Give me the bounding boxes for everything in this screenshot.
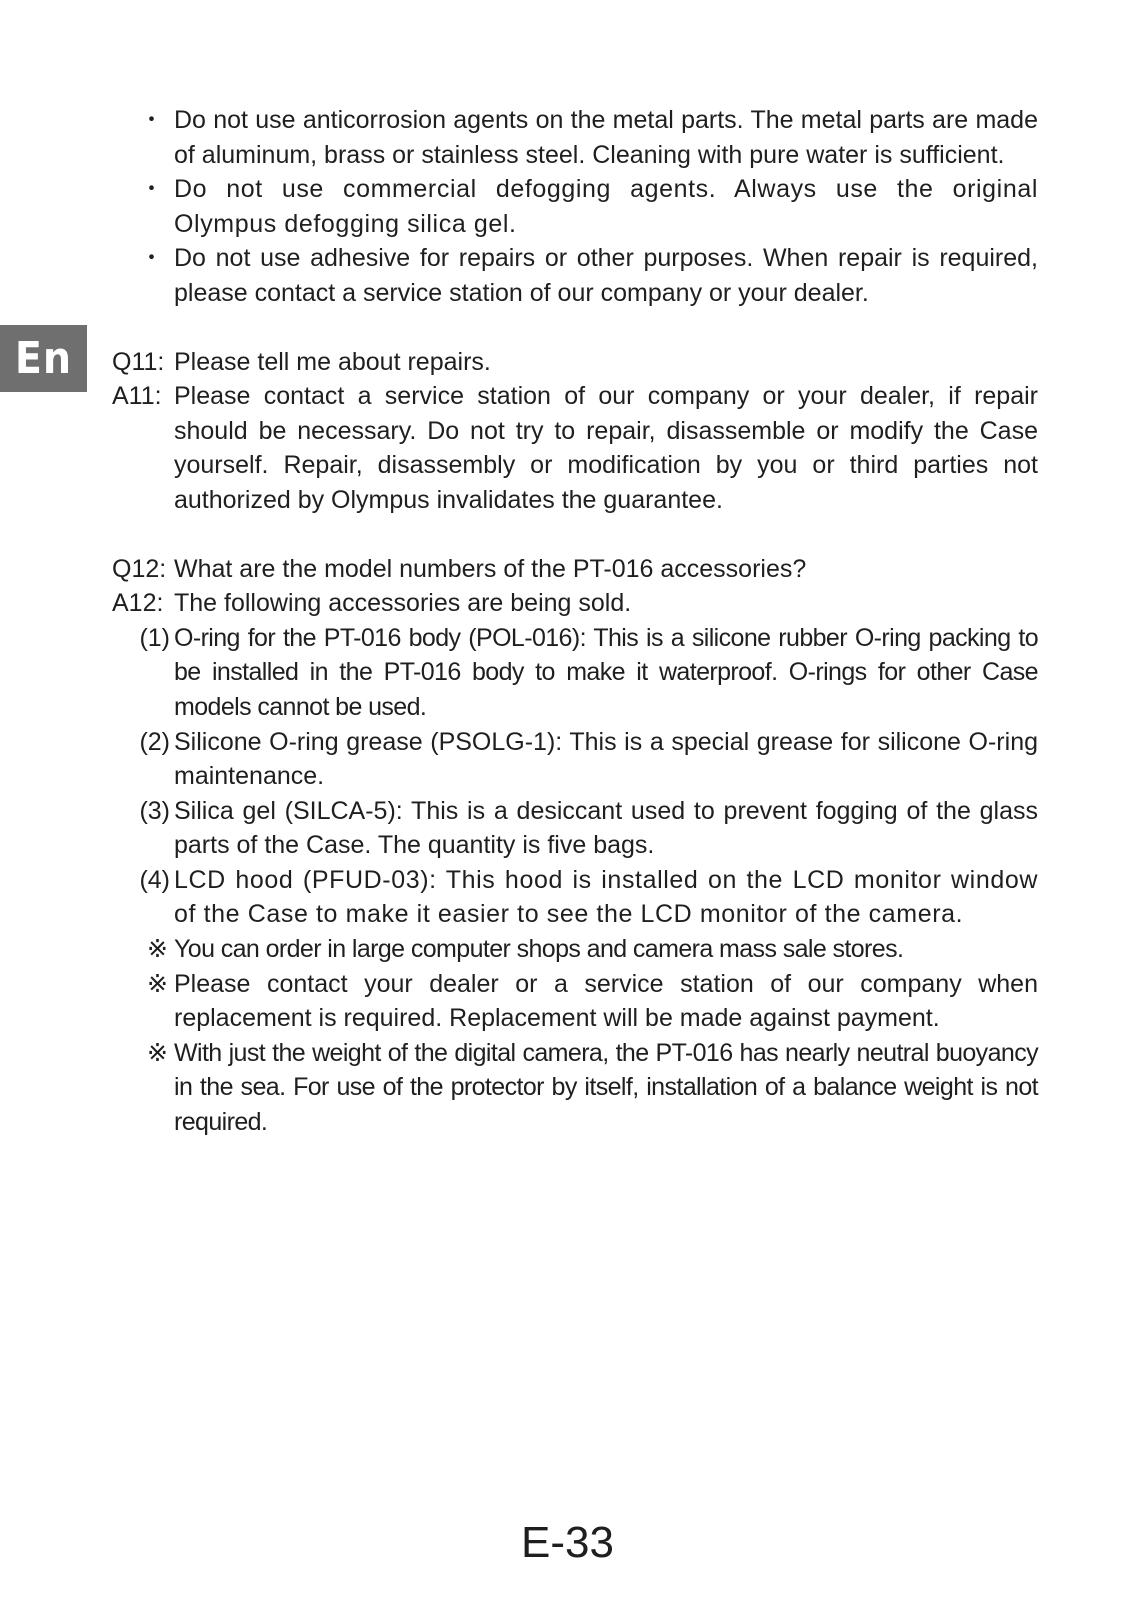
question-text: What are the model numbers of the PT-016 accessories?: [174, 554, 807, 583]
accessory-text: Silica gel (SILCA-5): This is a desiccant used to prevent fogging of the glass parts of the Case. The quantity is five bags.: [174, 796, 1038, 860]
note-item: [112, 1036, 1038, 1140]
answer-text: Please contact a service station of our company or your dealer, if repair should be necessary. Do not try to repair, disassemble or modify the Case yourself. Repair, disassembly or modification by you or third parties not authorized by Olympus invalidates the guarantee.: [174, 382, 1038, 514]
accessory-text: O-ring for the PT-016 body (POL-016): This is a silicone rubber O-ring packing to be installed in the PT-016 body to make it waterproof. O-rings for other Case models cannot be used.: [174, 623, 1038, 721]
item-number: (1): [139, 623, 170, 652]
accessory-item: [112, 725, 1038, 794]
note-text: You can order in large computer shops and camera mass sale stores.: [174, 935, 904, 964]
accessory-text: Silicone O-ring grease (PSOLG-1): This is a special grease for silicone O-ring maintenance.: [174, 727, 1038, 791]
spacer: [112, 311, 1038, 345]
accessory-item: [112, 621, 1038, 725]
answer-12: [112, 586, 1038, 621]
bullet-text: Do not use commercial defogging agents. Always use the original Olympus defogging silica gel.: [174, 175, 1038, 238]
answer-label: A12:: [112, 589, 164, 618]
bullet-text: Do not use anticorrosion agents on the metal parts. The metal parts are made of aluminum, brass or stainless steel. Cleaning with pure water is sufficient.: [174, 106, 1038, 169]
language-tab: En: [0, 325, 87, 392]
question-11: [112, 345, 1038, 380]
note-text: Please contact your dealer or a service station of our company when replacement is required. Replacement will be made against payment.: [174, 969, 1038, 1033]
item-number: (2): [139, 727, 170, 756]
page-number: E-33: [521, 1518, 614, 1567]
note-mark: ※: [147, 1038, 168, 1067]
bullet-item: [112, 172, 1038, 241]
accessory-text: LCD hood (PFUD-03): This hood is installed on the LCD monitor window of the Case to make it easier to see the LCD monitor of the camera.: [174, 865, 1038, 929]
answer-11: [112, 379, 1038, 517]
answer-label: A11:: [112, 382, 162, 411]
bullet-mark: ・: [138, 244, 164, 273]
question-12: [112, 552, 1038, 587]
note-item: [112, 932, 1038, 967]
accessory-item: [112, 863, 1038, 932]
note-mark: ※: [147, 969, 168, 998]
accessory-item: [112, 794, 1038, 863]
question-label: Q12:: [112, 554, 167, 583]
spacer: [112, 518, 1038, 552]
bullet-item: [112, 241, 1038, 310]
page-content: [112, 103, 1038, 1140]
item-number: (3): [139, 796, 170, 825]
question-label: Q11:: [112, 347, 165, 376]
bullet-item: [112, 103, 1038, 172]
note-mark: ※: [147, 935, 168, 964]
question-text: Please tell me about repairs.: [174, 347, 491, 376]
note-item: [112, 967, 1038, 1036]
bullet-mark: ・: [138, 175, 164, 204]
answer-text: The following accessories are being sold.: [174, 589, 632, 618]
bullet-text: Do not use adhesive for repairs or other purposes. When repair is required, please contact a service station of our company or your dealer.: [174, 244, 1038, 307]
bullet-mark: ・: [138, 106, 164, 134]
note-text: With just the weight of the digital camera, the PT-016 has nearly neutral buoyancy in the sea. For use of the protector by itself, installation of a balance weight is not required.: [174, 1038, 1038, 1137]
item-number: (4): [139, 865, 170, 894]
